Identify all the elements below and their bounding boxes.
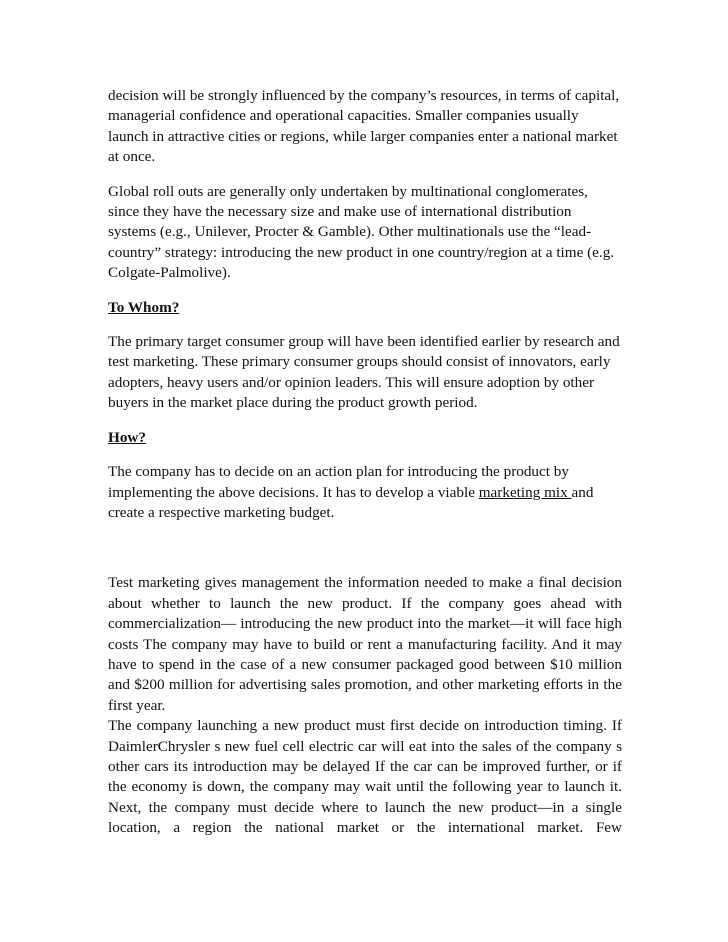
marketing-mix-link[interactable]: marketing mix — [478, 483, 572, 501]
paragraph-launch-decision: decision will be strongly influenced by the company’s resources, in terms of capital, managerial confidence and operational capacities. Smaller companies usually launch in attractive cities or regions, while larger companies enter a national market at once. — [108, 87, 620, 166]
paragraph-target-consumers: The primary target consumer group will have been identified earlier by research and test marketing. These primary consumer groups should consist of innovators, early adopters, heavy users and/or opinion leaders. This will ensure adoption by other buyers in the market place during the product growth period. — [108, 333, 620, 412]
paragraph-introduction-timing: The company launching a new product must first decide on introduction timing. If DaimlerChrysler s new fuel cell electric car will eat into the sales of the company s other cars its introduction may be delayed If the car can be improved further, or if the economy is down, the company may wait until the following year to launch it. — [108, 717, 622, 796]
document-page — [108, 86, 622, 839]
paragraph-test-marketing: Test marketing gives management the information needed to make a final decision about whether to launch the new product. If the company goes ahead with commercialization— introducing the new product into the market—it will face high costs The company may have to build or rent a manufacturing facility. And it may have to spend in the case of a new consumer packaged good between $10 million and $200 million for advertising sales promotion, and other marketing efforts in the first year. — [108, 574, 622, 714]
action-plan-text-end: and create a respective marketing budget. — [108, 483, 594, 521]
section-gap — [108, 537, 622, 573]
heading-to-whom: To Whom? — [108, 298, 180, 316]
paragraph-action-plan — [108, 462, 622, 523]
action-plan-text-start: The company has to decide on an action plan for introducing the product by implementing the above decisions. It has to develop a viable — [108, 463, 569, 501]
paragraph-global-rollouts: Global roll outs are generally only undertaken by multinational conglomerates, since they have the necessary size and make use of international distribution systems (e.g., Unilever, Procter & Gamble). Other multinationals use the “lead-country” strategy: introducing the new product in one country/region at a time (e.g. Colgate-Palmolive). — [108, 182, 615, 282]
heading-how: How? — [108, 428, 146, 446]
paragraph-launch-location: Next, the company must decide where to launch the new product—in a single location, a region the national market or the international market. Few — [108, 798, 622, 837]
